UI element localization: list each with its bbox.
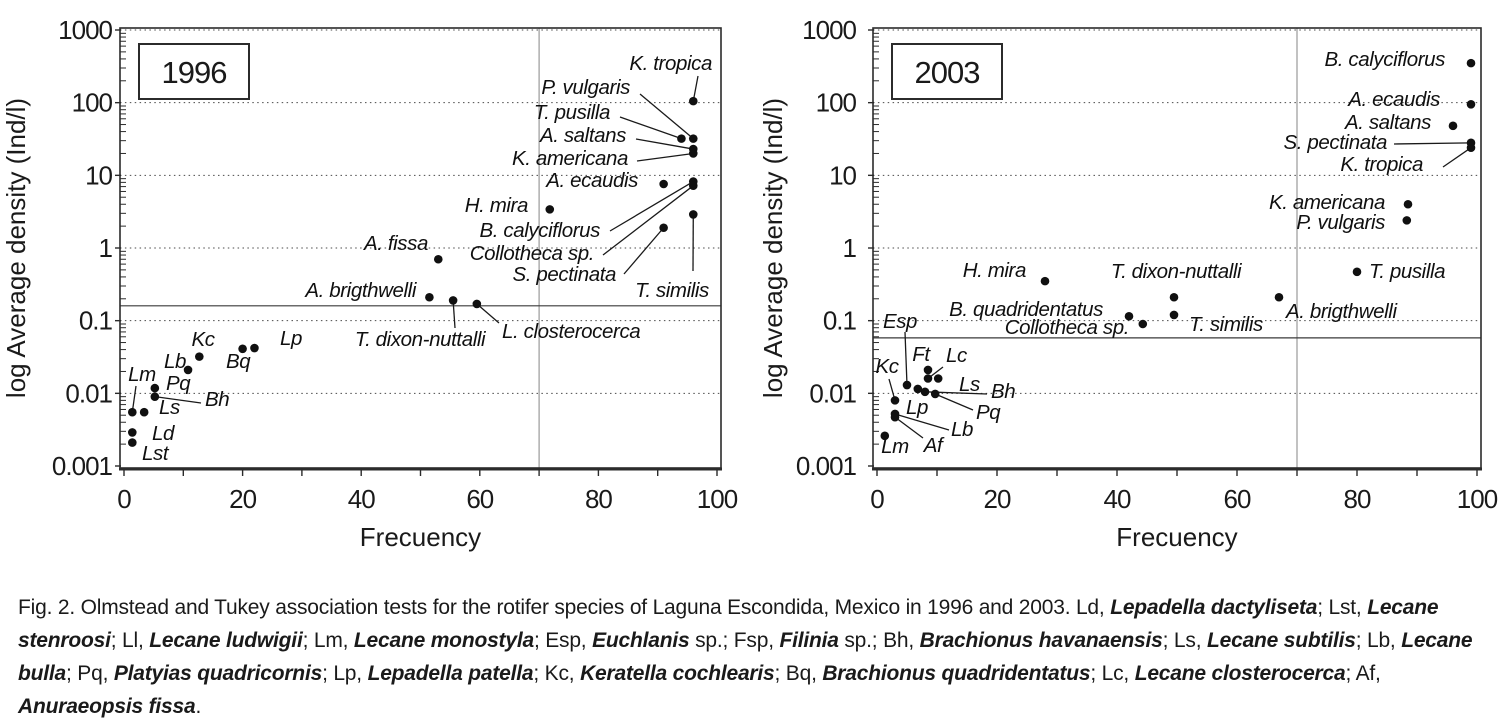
caption-text: ; Lb, (1356, 629, 1402, 652)
caption-species-name: Euchlanis (592, 629, 689, 652)
point-label: Ld (152, 422, 175, 445)
point-label: B. calyciflorus (480, 219, 601, 242)
point-label: Kc (191, 328, 215, 351)
caption-species-name: Lecane bulla (18, 629, 1472, 685)
caption-text: ; Esp, (534, 629, 592, 652)
data-point (924, 374, 933, 383)
y-tick-label: 0.1 (823, 306, 857, 336)
point-label: Pq (166, 372, 191, 395)
label-leader-line (1394, 143, 1471, 144)
x-tick-label: 40 (348, 484, 375, 514)
year-label: 1996 (162, 55, 227, 90)
label-leader-line (905, 332, 907, 385)
point-label: B. quadridentatus (949, 298, 1103, 321)
point-label: A. brigthwelli (1284, 300, 1398, 323)
caption-species-name: Lepadella dactyliseta (1110, 596, 1317, 619)
y-tick-label: 1 (99, 233, 113, 263)
caption-species-name: Lepadella patella (368, 662, 534, 685)
data-point (1467, 143, 1476, 152)
point-label: Lm (128, 363, 156, 386)
point-label: T. dixon-nuttalli (1111, 260, 1243, 283)
caption-text: ; Lc, (1090, 662, 1134, 685)
label-leader-line (1443, 148, 1471, 167)
x-tick-label: 60 (1224, 484, 1251, 514)
x-tick-label: 20 (984, 484, 1011, 514)
data-point (1467, 59, 1476, 68)
caption-text: ; Bq, (775, 662, 823, 685)
y-tick-label: 100 (72, 88, 113, 118)
point-label: Lb (164, 350, 186, 373)
caption-text: ; Ls, (1163, 629, 1207, 652)
data-point (128, 428, 137, 437)
caption-species-name: Platyias quadricornis (114, 662, 322, 685)
y-axis-title: log Average density (Ind/l) (758, 98, 788, 398)
chart-2003 (758, 15, 1498, 552)
caption-species-name: Filinia (779, 629, 838, 652)
data-point (931, 390, 940, 399)
data-point (1139, 320, 1148, 329)
data-point (1275, 293, 1284, 302)
data-point (1353, 268, 1362, 277)
point-label: Lc (946, 344, 968, 367)
label-leader-line (640, 94, 693, 139)
caption-text: ; Kc, (533, 662, 580, 685)
caption-text: sp.; Fsp, (689, 629, 779, 652)
y-tick-label: 0.1 (79, 306, 113, 336)
y-tick-label: 10 (829, 160, 856, 190)
x-tick-label: 40 (1104, 484, 1131, 514)
caption-species-name: Lecane closterocerca (1135, 662, 1346, 685)
x-tick-label: 0 (117, 484, 131, 514)
data-point (689, 134, 698, 143)
point-label: A. saltans (538, 124, 626, 147)
data-point (1404, 200, 1413, 209)
x-tick-label: 100 (1457, 484, 1498, 514)
data-point (689, 149, 698, 158)
data-point (891, 396, 900, 405)
caption-text: ; Lm, (303, 629, 354, 652)
x-tick-label: 20 (229, 484, 256, 514)
point-label: Kc (875, 355, 899, 378)
y-tick-label: 0.001 (52, 451, 113, 481)
point-label: L. closterocerca (502, 320, 640, 343)
point-label: T. dixon-nuttalli (355, 328, 487, 351)
point-label: Bh (205, 388, 229, 411)
point-label: S. pectinata (513, 263, 616, 286)
data-point (1449, 122, 1458, 131)
data-point (1403, 216, 1412, 225)
point-label: P. vulgaris (541, 76, 630, 99)
data-point (128, 438, 137, 447)
point-label: Bh (991, 380, 1015, 403)
x-tick-label: 0 (870, 484, 884, 514)
caption-text: . (196, 695, 202, 718)
data-point (891, 413, 900, 422)
label-leader-line (603, 186, 693, 255)
caption-text: ; Ll, (111, 629, 149, 652)
y-tick-label: 0.01 (809, 378, 856, 408)
point-label: Collotheca sp. (1005, 316, 1129, 339)
point-label: Pq (976, 401, 1001, 424)
y-tick-label: 0.001 (796, 451, 857, 481)
data-point (140, 408, 149, 417)
data-point (921, 387, 930, 396)
point-label: A. ecaudis (544, 169, 638, 192)
point-label: A. ecaudis (1346, 88, 1440, 111)
caption-species-name: Lecane subtilis (1207, 629, 1356, 652)
point-label: P. vulgaris (1296, 211, 1385, 234)
caption-species-name: Brachionus havanaensis (920, 629, 1163, 652)
caption-text: ; Af, (1346, 662, 1381, 685)
point-label: H. mira (963, 259, 1026, 282)
chart-1996 (1, 15, 738, 552)
y-tick-label: 10 (85, 160, 112, 190)
caption-species-name: Anuraeopsis fissa (18, 695, 196, 718)
data-point (195, 352, 204, 361)
data-point (659, 223, 668, 232)
point-label: Lp (906, 396, 928, 419)
point-label: A. saltans (1343, 111, 1431, 134)
data-point (425, 293, 434, 302)
point-label: Ft (912, 343, 931, 366)
point-label: K. tropica (629, 52, 712, 75)
caption-species-name: Lecane stenroosi (18, 596, 1438, 652)
y-tick-label: 1000 (58, 15, 112, 45)
point-label: Ls (159, 396, 180, 419)
point-label: T. similis (635, 279, 709, 302)
x-tick-label: 60 (466, 484, 493, 514)
point-label: Ls (959, 373, 980, 396)
label-leader-line (477, 304, 499, 323)
caption-species-name: Keratella cochlearis (580, 662, 774, 685)
caption-text: ; Lp, (322, 662, 368, 685)
data-point (128, 408, 137, 417)
data-point (473, 300, 482, 309)
point-label: K. tropica (1340, 153, 1423, 176)
point-label: Lm (881, 435, 909, 458)
point-label: T. pusilla (1369, 260, 1445, 283)
data-point (449, 296, 458, 305)
y-axis-title: log Average density (Ind/l) (1, 98, 31, 398)
data-point (903, 381, 912, 390)
y-tick-label: 100 (816, 88, 857, 118)
caption-text: ; Pq, (66, 662, 114, 685)
x-tick-label: 80 (585, 484, 612, 514)
data-point (689, 97, 698, 106)
data-point (545, 205, 554, 214)
data-point (1041, 277, 1050, 286)
data-point (1170, 311, 1179, 320)
point-label: K. americana (1269, 191, 1385, 214)
point-label: T. pusilla (534, 101, 610, 124)
point-label: H. mira (465, 194, 528, 217)
y-tick-label: 0.01 (65, 378, 112, 408)
x-tick-label: 100 (697, 484, 738, 514)
point-label: A. brigthwelli (303, 279, 417, 302)
x-tick-label: 80 (1344, 484, 1371, 514)
point-label: Esp (883, 310, 917, 333)
data-point (689, 210, 698, 219)
point-label: Lb (951, 418, 973, 441)
y-tick-label: 1000 (802, 15, 856, 45)
point-label: Lst (142, 442, 170, 465)
data-point (250, 344, 259, 353)
point-label: T. similis (1189, 313, 1263, 336)
data-point (151, 392, 160, 401)
point-label: Af (922, 434, 945, 457)
year-label: 2003 (915, 55, 980, 90)
caption-species-name: Brachionus quadridentatus (822, 662, 1090, 685)
point-label: Collotheca sp. (470, 242, 594, 265)
caption-text: ; Lst, (1317, 596, 1367, 619)
caption-species-name: Lecane monostyla (354, 629, 534, 652)
point-label: Lp (280, 327, 302, 350)
point-label: K. americana (512, 147, 628, 170)
caption-text: sp.; Bh, (839, 629, 920, 652)
point-label: S. pectinata (1284, 131, 1387, 154)
data-point (677, 134, 686, 143)
x-axis-title: Frecuency (1116, 522, 1237, 552)
data-point (1467, 100, 1476, 109)
label-leader-line (637, 153, 693, 161)
data-point (689, 181, 698, 190)
label-leader-line (935, 394, 973, 410)
data-point (659, 180, 668, 189)
point-label: B. calyciflorus (1325, 48, 1446, 71)
data-point (1170, 293, 1179, 302)
point-label: Bq (226, 350, 251, 373)
x-axis-title: Frecuency (360, 522, 481, 552)
caption-text: Fig. 2. Olmstead and Tukey association tests for the rotifer species of Laguna Escondida, Mexico in 1996 and 2003. Ld, (18, 596, 1110, 619)
y-tick-label: 1 (843, 233, 857, 263)
point-label: A. fissa (362, 232, 428, 255)
data-point (934, 374, 943, 383)
caption-species-name: Lecane ludwigii (149, 629, 302, 652)
figure-caption (18, 591, 1484, 723)
data-point (434, 255, 443, 264)
data-point (924, 366, 933, 375)
